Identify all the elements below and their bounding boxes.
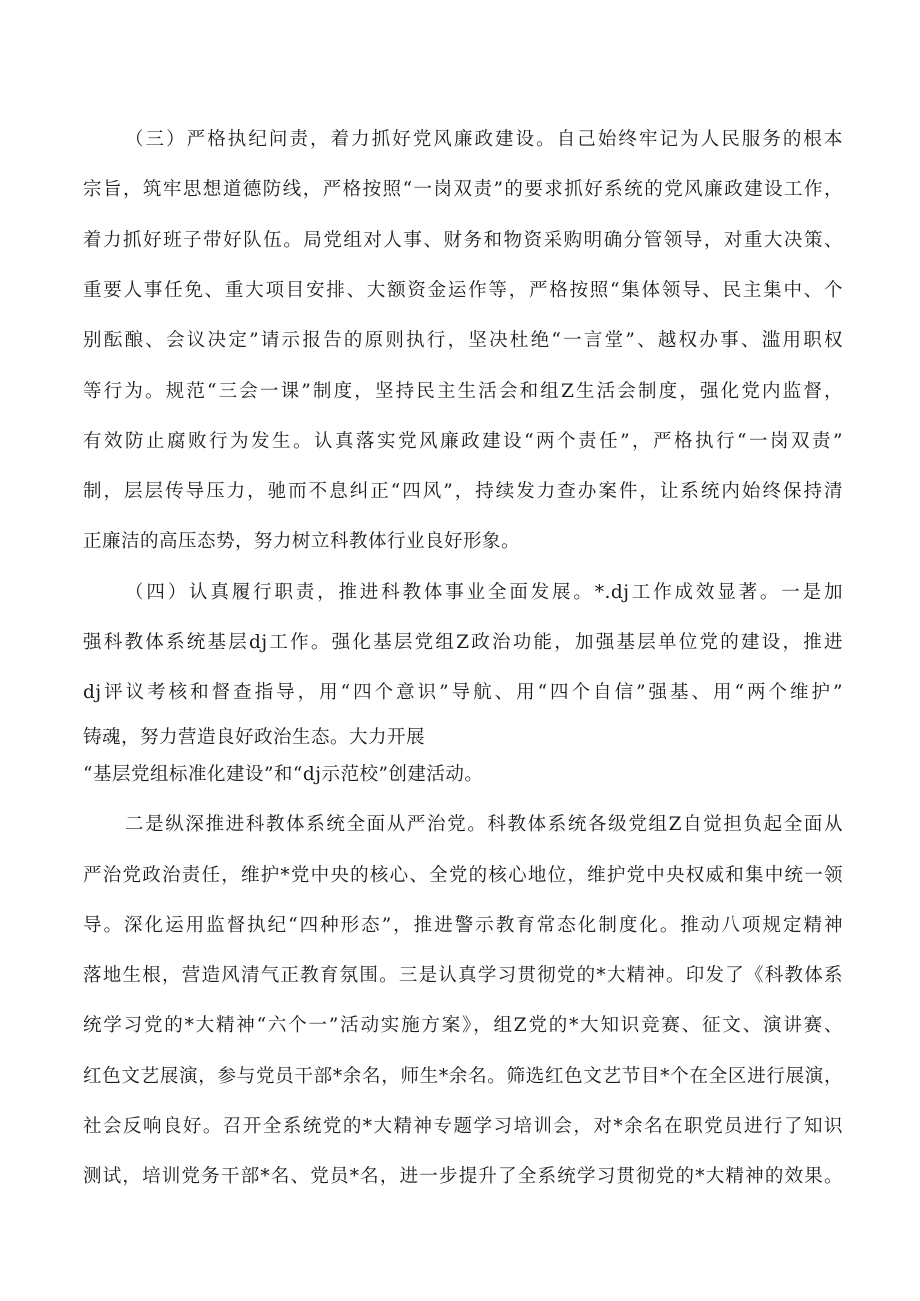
- section5-line-2: 严治党政治责任，维护*党中央的核心、全党的核心地位，维护党中央权威和集中统一领: [83, 865, 843, 886]
- section3-line-6: 等行为。规范“三会一课”制度，坚持民主生活会和组Z生活会制度，强化党内监督，: [83, 381, 843, 402]
- section3-line-2: 宗旨，筑牢思想道德防线，严格按照“一岗双责”的要求抓好系统的党风廉政建设工作，: [83, 179, 843, 200]
- section3-line-4: 重要人事任免、重大项目安排、大额资金运作等，严格按照“集体领导、民主集中、个: [83, 280, 843, 301]
- section3-line-9: 正廉洁的高压态势，努力树立科教体行业良好形象。: [83, 531, 521, 552]
- section5-line-1: 二是纵深推进科教体系统全面从严治党。科教体系统各级党组Z自觉担负起全面从: [125, 814, 843, 835]
- section5-line-6: 红色文艺展演，参与党员干部*余名，师生*余名。筛选红色文艺节目*个在全区进行展演，: [83, 1066, 843, 1087]
- section4-line-5: “基层党组标准化建设”和“dj示范校”创建活动。: [83, 764, 484, 785]
- section5-line-3: 导。深化运用监督执纪“四种形态”，推进警示教育常态化制度化。推动八项规定精神: [83, 915, 843, 936]
- section5-line-7: 社会反响良好。召开全系统党的*大精神专题学习培训会，对*余名在职党员进行了知识: [83, 1116, 843, 1137]
- section3-line-1: （三）严格执纪问责，着力抓好党风廉政建设。自己始终牢记为人民服务的根本: [125, 129, 843, 150]
- section4-line-2: 强科教体系统基层dj工作。强化基层党组Z政治功能，加强基层单位党的建设，推进: [83, 632, 843, 653]
- section3-line-7: 有效防止腐败行为发生。认真落实党风廉政建设“两个责任”，严格执行“一岗双责”: [83, 431, 843, 452]
- section5-line-5: 统学习党的*大精神“六个一”活动实施方案》，组Z党的*大知识竞赛、征文、演讲赛、: [83, 1015, 843, 1036]
- section3-line-5: 别酝酿、会议决定”请示报告的原则执行，坚决杜绝“一言堂”、越权办事、滥用职权: [83, 330, 843, 351]
- section4-line-3: dj评议考核和督查指导，用“四个意识”导航、用“四个自信”强基、用“两个维护”: [83, 682, 843, 703]
- section5-line-4: 落地生根，营造风清气正教育氛围。三是认真学习贯彻党的*大精神。印发了《科教体系: [83, 965, 843, 986]
- section4-line-4: 铸魂，努力营造良好政治生态。大力开展: [83, 727, 426, 748]
- section3-line-3: 着力抓好班子带好队伍。局党组对人事、财务和物资采购明确分管领导，对重大决策、: [83, 230, 843, 251]
- section5-line-8: 测试，培训党务干部*名、党员*名，进一步提升了全系统学习贯彻党的*大精神的效果。: [83, 1166, 843, 1187]
- section3-line-8: 制，层层传导压力，驰而不息纠正“四风”，持续发力查办案件，让系统内始终保持清: [83, 481, 843, 502]
- section4-line-1: （四）认真履行职责，推进科教体事业全面发展。*.dj工作成效显著。一是加: [125, 582, 843, 603]
